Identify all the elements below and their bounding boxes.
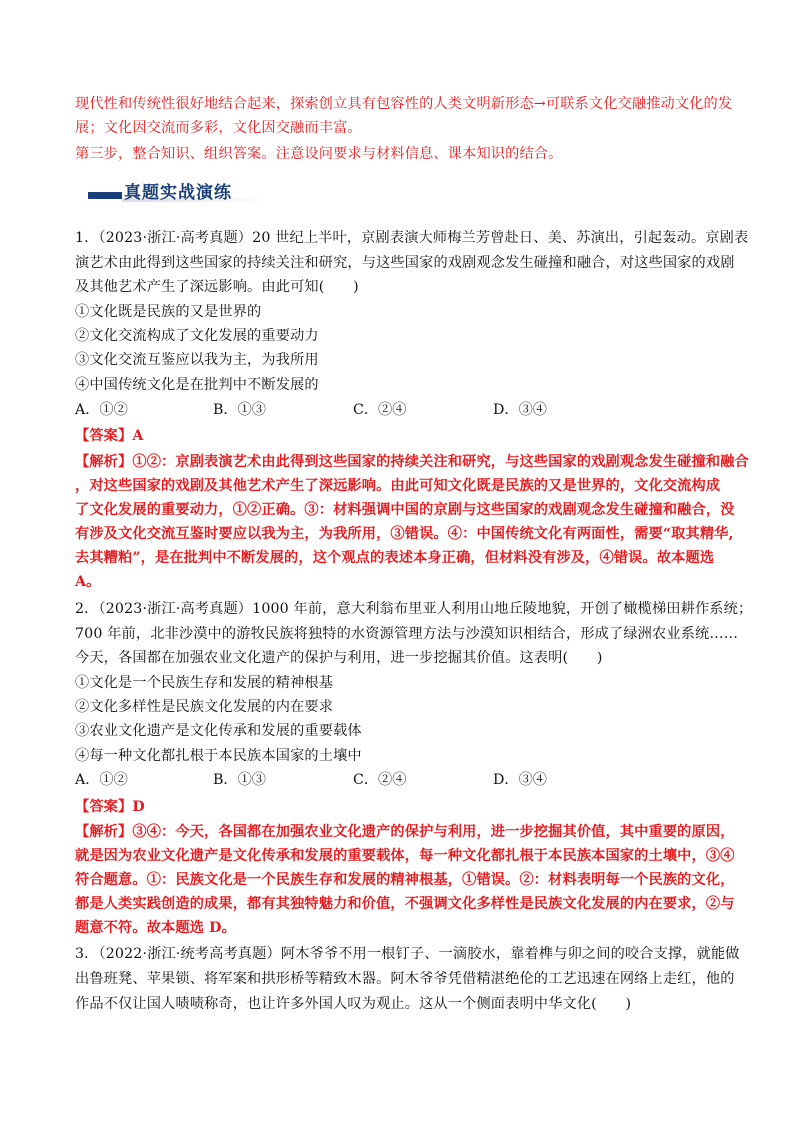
q1-analysis-line: 去其糟粕”，是在批判中不断发展的，这个观点的表述本身正确，但材料没有涉及，④错误。故本题选	[75, 550, 715, 566]
q2-analysis-line: 就是因为农业文化遗产是文化传承和发展的重要载体，每一种文化都扎根于本民族本国家的土壤中，③④	[75, 848, 735, 864]
intro-line-3: 第三步，整合知识、组织答案。注意设问要求与材料信息、课本知识的结合。	[75, 146, 563, 162]
q2-stem-line: 700 年前，北非沙漠中的游牧民族将独特的水资源管理方法与沙漠知识相结合，形成了绿洲农业系统……	[75, 626, 739, 642]
q2-option-d: D．③④	[493, 772, 547, 788]
q2-option-a: A．①②	[75, 772, 128, 788]
q1-stem-line: 及其他艺术产生了深远影响。由此可知( )	[75, 279, 359, 295]
q2-statement: ②文化多样性是民族文化发展的内在要求	[75, 699, 334, 715]
q2-statement: ①文化是一个民族生存和发展的精神根基	[75, 675, 334, 691]
q3-stem-line: 3．（2022·浙江·统考高考真题）阿木爷爷不用一根钉子、一滴胶水，靠着榫与卯之间的咬合支撑，就能做	[75, 946, 740, 962]
q1-statement: ④中国传统文化是在批判中不断发展的	[75, 377, 319, 393]
q1-option-c: C．②④	[353, 402, 407, 418]
q2-stem-line: 2．（2023·浙江·高考真题）1000 年前，意大利翁布里亚人利用山地丘陵地貌，开创了橄榄梯田耕作系统；	[75, 601, 753, 617]
q1-statement: ③文化交流互鉴应以我为主，为我所用	[75, 352, 319, 368]
q1-statement: ①文化既是民族的又是世界的	[75, 304, 262, 320]
q2-analysis-line: 题意不符。故本题选 D。	[75, 920, 236, 936]
q2-stem-line: 今天，各国都在加强农业文化遗产的保护与利用，进一步挖掘其价值。这表明( )	[75, 650, 603, 666]
q1-option-b: B．①③	[213, 402, 266, 418]
intro-line-2: 展；文化因交流而多彩，文化因交融而丰富。	[75, 120, 362, 136]
q1-option-d: D．③④	[493, 402, 547, 418]
q2-analysis-line: 符合题意。①：民族文化是一个民族生存和发展的精神根基，①错误。②：材料表明每一个民族的文化，	[75, 872, 735, 888]
q2-analysis-line: 【解析】③④：今天，各国都在加强农业文化遗产的保护与利用，进一步挖掘其价值，其中重要的原因，	[75, 824, 735, 840]
q3-stem-line: 出鲁班凳、苹果锁、将军案和拱形桥等精致木器。阿木爷爷凭借精湛绝伦的工艺迅速在网络上走红，他的	[75, 971, 735, 987]
q1-option-a: A．①②	[75, 402, 128, 418]
q1-stem-line: 1．（2023·浙江·高考真题）20 世纪上半叶，京剧表演大师梅兰芳曾赴日、美、苏演出，引起轰动。京剧表	[75, 230, 749, 246]
section-heading	[88, 178, 298, 202]
q2-option-b: B．①③	[213, 772, 266, 788]
q1-analysis-line: 【解析】①②：京剧表演艺术由此得到这些国家的持续关注和研究，与这些国家的戏剧观念发生碰撞和融合	[75, 454, 749, 470]
q1-analysis-line: A。	[75, 574, 101, 590]
q3-stem-line: 作品不仅让国人啧啧称奇，也让许多外国人叹为观止。这从一个侧面表明中华文化( )	[75, 996, 632, 1012]
q2-statement: ③农业文化遗产是文化传承和发展的重要载体	[75, 723, 362, 739]
section-heading-title: 真题实战演练	[124, 183, 232, 203]
q2-answer: 【答案】D	[75, 799, 145, 815]
q1-analysis-line: 了文化发展的重要动力，①②正确。③：材料强调中国的京剧与这些国家的戏剧观念发生碰撞和融合，没	[75, 502, 735, 518]
q1-stem-line: 演艺术由此得到这些国家的持续关注和研究，与这些国家的戏剧观念发生碰撞和融合，对这些国家的戏剧	[75, 255, 735, 271]
q1-statement: ②文化交流构成了文化发展的重要动力	[75, 328, 319, 344]
q1-analysis-line: 有涉及文化交流互鉴时要应以我为主，为我所用，③错误。④：中国传统文化有两面性，需要“取其精华,	[75, 526, 734, 542]
q2-analysis-line: 都是人类实践创造的成果，都有其独特魅力和价值，不强调文化多样性是民族文化发展的内在要求，②与	[75, 896, 735, 912]
q2-option-c: C．②④	[353, 772, 407, 788]
q1-answer: 【答案】A	[75, 428, 144, 444]
q2-statement: ④每一种文化都扎根于本民族本国家的土壤中	[75, 748, 362, 764]
q1-analysis-line: ，对这些国家的戏剧及其他艺术产生了深远影响。由此可知文化既是民族的又是世界的，文化交流构成	[75, 478, 721, 494]
heading-bar-decoration	[88, 192, 122, 199]
intro-line-1: 现代性和传统性很好地结合起来，探索创立具有包容性的人类文明新形态→可联系文化交融推动文化的发	[75, 96, 733, 112]
